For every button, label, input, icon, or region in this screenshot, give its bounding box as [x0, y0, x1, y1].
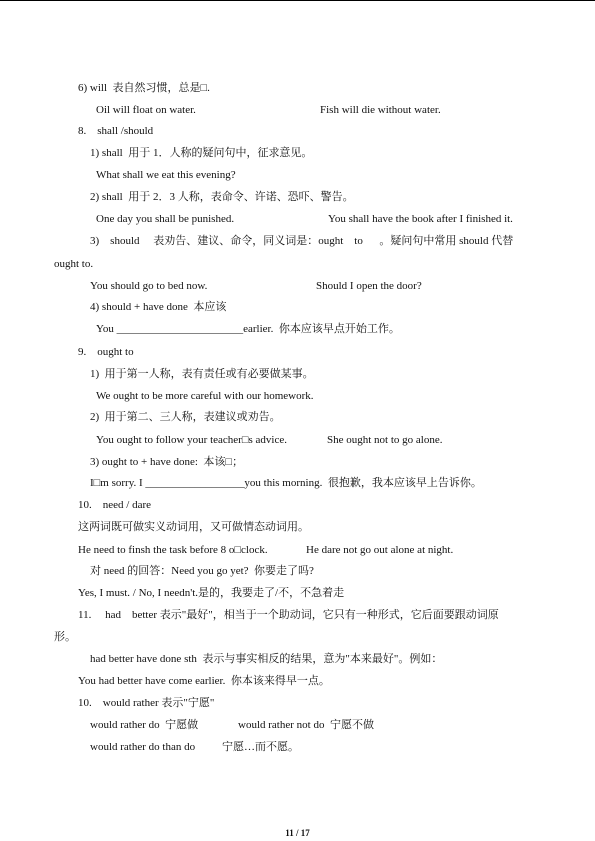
example-homework: We ought to be more careful with our homework. — [96, 390, 314, 402]
line-need-dare-desc: 这两词既可做实义动词用，又可做情态动词用。 — [78, 521, 309, 533]
example-punished: One day you shall be punished. — [96, 213, 235, 225]
heading-ought-to: 9. ought to — [78, 346, 134, 358]
line-shall-2: 2) shall 用于 2．3 人称，表命令、许诺、恐吓、警告。 — [90, 191, 354, 203]
line-ought-2: 2) 用于第二、三人称，表建议或劝告。 — [90, 411, 281, 423]
line-need-answer: 对 need 的回答：Need you go yet? 你要走了吗? — [90, 565, 314, 577]
line-ought-1: 1) 用于第一人称，表有责任或有必要做某事。 — [90, 368, 314, 380]
heading-would-rather: 10. would rather 表示"宁愿" — [78, 697, 215, 709]
example-book: You shall have the book after I finished it. — [328, 213, 513, 225]
heading-had-better: 11. had better 表示"最好"，相当于一个助动词，它只有一种形式，它后面要跟动词原 — [78, 609, 499, 621]
line-would-rather-do: would rather do 宁愿做 — [90, 719, 199, 731]
line-should-have-done: 4) should + have done 本应该 — [90, 301, 227, 313]
line-had-better-cont: 形。 — [54, 631, 76, 643]
example-earlier-blank: You _______________________earlier. 你本应该早点开始工作。 — [96, 323, 400, 335]
example-alone: She ought not to go alone. — [327, 434, 443, 446]
example-door: Should I open the door? — [316, 280, 422, 292]
example-dare-night: He dare not go out alone at night. — [306, 544, 454, 556]
line-ought-to-cont: ought to. — [54, 258, 94, 270]
line-would-rather-not-do: would rather not do 宁愿不做 — [238, 719, 374, 731]
example-fish: Fish will die without water. — [320, 104, 441, 116]
heading-need-dare: 10. need / dare — [78, 499, 151, 511]
example-teacher: You ought to follow your teacher□s advice. — [96, 434, 287, 446]
line-would-rather-meaning: 宁愿…而不愿。 — [222, 741, 299, 753]
heading-shall-should: 8. shall /should — [78, 125, 154, 137]
example-need-task: He need to finsh the task before 8 o□clock. — [78, 544, 268, 556]
example-what-shall: What shall we eat this evening? — [96, 169, 236, 181]
example-sorry-blank: I□m sorry. I __________________you this morning. 很抱歉，我本应该早上告诉你。 — [90, 477, 482, 489]
line-would-rather-than: would rather do than do — [90, 741, 196, 753]
line-had-better-have-done: had better have done sth 表示与事实相反的结果，意为"本来最好"。例如： — [90, 653, 443, 665]
example-yes-no: Yes, I must. / No, I needn't.是的，我要走了/不，不急着走 — [78, 587, 345, 599]
line-will-habit: 6) will 表自然习惯，总是□. — [78, 82, 210, 94]
line-should-3: 3) should 表劝告、建议、命令，同义词是：ought to 。疑问句中常用 should 代替 — [90, 235, 514, 247]
line-ought-3: 3) ought to + have done: 本该□； — [90, 456, 244, 468]
line-shall-1: 1) shall 用于 1．人称的疑问句中，征求意见。 — [90, 147, 313, 159]
example-bed: You should go to bed now. — [90, 280, 208, 292]
page-number: 11 / 17 — [285, 828, 310, 838]
example-oil: Oil will float on water. — [96, 104, 196, 116]
top-border-line — [0, 0, 595, 1]
example-come-earlier: You had better have come earlier. 你本该来得早一点。 — [78, 675, 330, 687]
